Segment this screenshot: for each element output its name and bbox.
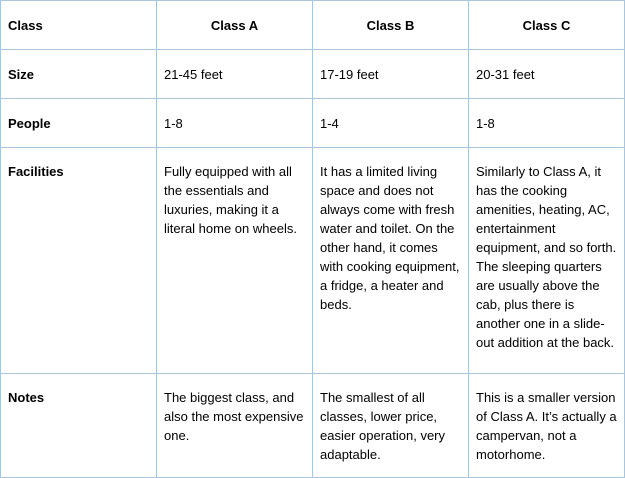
- row-label-facilities: Facilities: [1, 148, 157, 374]
- header-class: Class: [1, 1, 157, 50]
- header-class-a: Class A: [157, 1, 313, 50]
- people-class-a: 1-8: [157, 99, 313, 148]
- notes-class-c: This is a smaller version of Class A. It’s actually a campervan, not a motorhome.: [469, 374, 625, 478]
- table-row-notes: [1, 374, 625, 478]
- notes-class-b: The smallest of all classes, lower price, easier operation, very adaptable.: [313, 374, 469, 478]
- facilities-class-b: It has a limited living space and does not always come with fresh water and toilet. On the other hand, it comes with cooking equipment, a fridge, a heater and beds.: [313, 148, 469, 374]
- size-class-a: 21-45 feet: [157, 50, 313, 99]
- size-class-b: 17-19 feet: [313, 50, 469, 99]
- table-row-size: [1, 50, 625, 99]
- size-class-c: 20-31 feet: [469, 50, 625, 99]
- notes-class-a: The biggest class, and also the most expensive one.: [157, 374, 313, 478]
- facilities-class-a: Fully equipped with all the essentials and luxuries, making it a literal home on wheels.: [157, 148, 313, 374]
- header-class-b: Class B: [313, 1, 469, 50]
- table-row-people: [1, 99, 625, 148]
- row-label-size: Size: [1, 50, 157, 99]
- people-class-b: 1-4: [313, 99, 469, 148]
- header-class-c: Class C: [469, 1, 625, 50]
- row-label-people: People: [1, 99, 157, 148]
- people-class-c: 1-8: [469, 99, 625, 148]
- table-header-row: [1, 1, 625, 50]
- row-label-notes: Notes: [1, 374, 157, 478]
- table-row-facilities: [1, 148, 625, 374]
- facilities-class-c: Similarly to Class A, it has the cooking amenities, heating, AC, entertainment equipment, and so forth. The sleeping quarters are usually above the cab, plus there is another one in a slide-out addition at the back.: [469, 148, 625, 374]
